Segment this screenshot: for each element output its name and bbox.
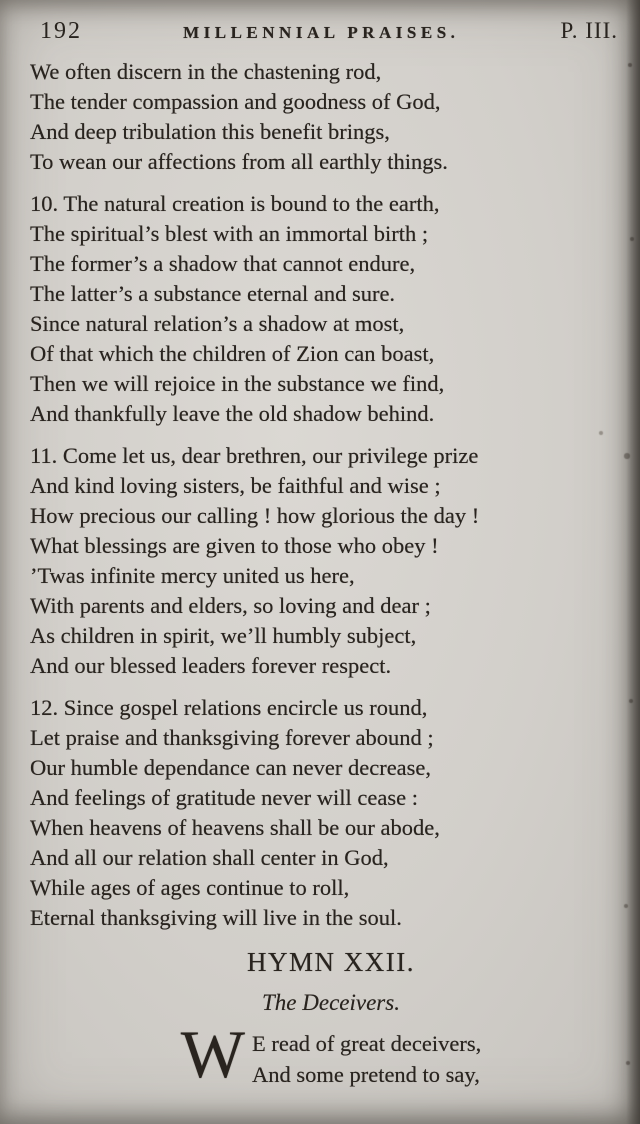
verse-line: As children in spirit, we’ll humbly subject, [30, 623, 417, 648]
verse-line: 11. Come let us, dear brethren, our privilege prize [30, 443, 479, 468]
verse-line: Then we will rejoice in the substance we find, [30, 371, 445, 396]
verse-line: What blessings are given to those who obey ! [30, 533, 439, 558]
stanza-10 [30, 189, 632, 429]
verse-line: And our blessed leaders forever respect. [30, 653, 392, 678]
verse-line: And some pretend to say, [251, 1062, 480, 1087]
verse-line: 10. The natural creation is bound to the earth, [30, 191, 440, 216]
verse-line: With parents and elders, so loving and dear ; [30, 593, 431, 618]
verse-line: While ages of ages continue to roll, [30, 875, 350, 900]
hymn-body [0, 53, 640, 1090]
part-label: P. III. [560, 18, 618, 43]
verse-line: And all our relation shall center in God, [30, 845, 389, 870]
verse-line: And deep tribulation this benefit brings, [30, 119, 390, 144]
running-title: MILLENNIAL PRAISES. [183, 23, 460, 42]
stanza-12 [30, 693, 632, 933]
verse-line: The former’s a shadow that cannot endure, [30, 251, 416, 276]
opening-lines [252, 1026, 481, 1090]
verse-line: 12. Since gospel relations encircle us round, [30, 695, 428, 720]
verse-line: Eternal thanksgiving will live in the soul. [30, 905, 402, 930]
hymn-subtitle: The Deceivers. [262, 990, 400, 1015]
verse-line: E read of great deceivers, [251, 1031, 482, 1056]
verse-line: The spiritual’s blest with an immortal birth ; [30, 221, 429, 246]
verse-line: And kind loving sisters, be faithful and wise ; [30, 473, 441, 498]
verse-line: Of that which the children of Zion can boast, [30, 341, 435, 366]
page-number: 192 [40, 18, 82, 44]
verse-line: And feelings of gratitude never will cease : [30, 785, 418, 810]
verse-line: Let praise and thanksgiving forever abound ; [30, 725, 434, 750]
verse-line: ’Twas infinite mercy united us here, [30, 563, 355, 588]
verse-line: To wean our affections from all earthly things. [30, 149, 448, 174]
verse-line: When heavens of heavens shall be our abode, [30, 815, 440, 840]
dropcap-letter: W [180, 1016, 245, 1092]
page-header [0, 0, 640, 53]
verse-line: How precious our calling ! how glorious the day ! [30, 503, 480, 528]
verse-line: Since natural relation’s a shadow at most, [30, 311, 405, 336]
stanza-11 [30, 441, 632, 681]
verse-line: We often discern in the chastening rod, [30, 59, 382, 84]
verse-line: The tender compassion and goodness of God, [30, 89, 441, 114]
verse-line: The latter’s a substance eternal and sure. [30, 281, 396, 306]
scan-specks [0, 0, 2, 2]
hymn-opening [30, 1016, 632, 1092]
stanza-continuation [30, 57, 632, 177]
verse-line: And thankfully leave the old shadow behind. [30, 401, 435, 426]
hymn-heading: HYMN XXII. [247, 947, 415, 977]
verse-line: Our humble dependance can never decrease, [30, 755, 432, 780]
